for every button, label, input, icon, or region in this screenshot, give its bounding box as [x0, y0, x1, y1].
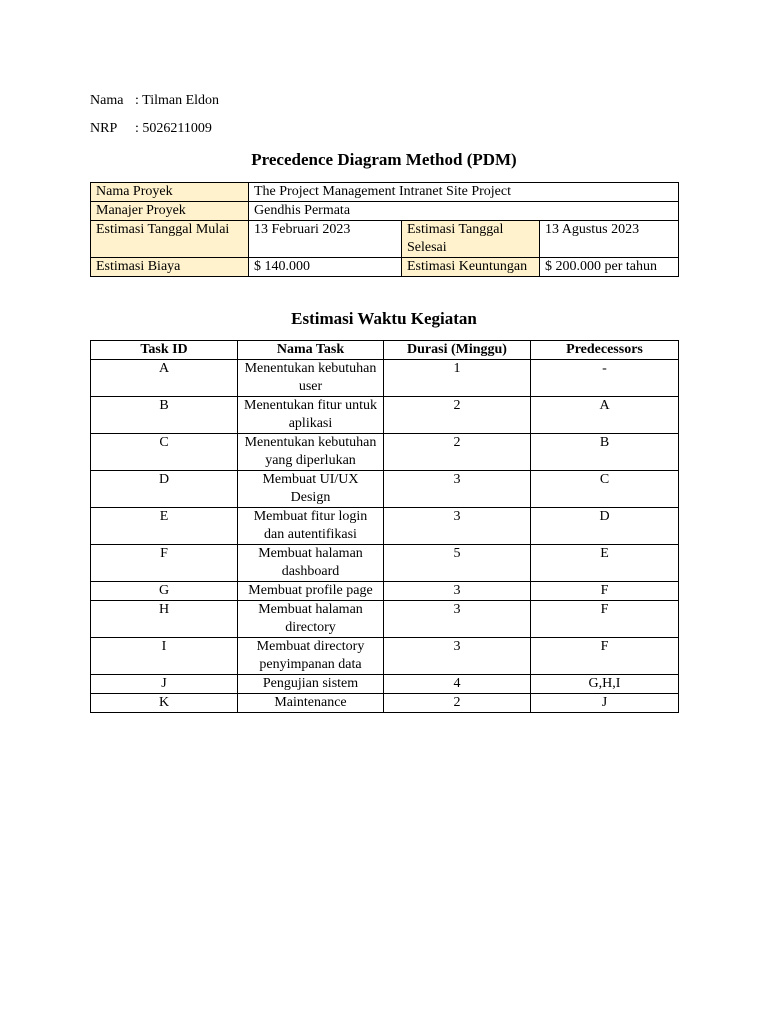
table-row [91, 582, 679, 601]
task-id-cell: C [91, 434, 238, 471]
table-row [91, 360, 679, 397]
task-name-cell: Pengujian sistem [238, 675, 384, 694]
table-row [91, 638, 679, 675]
project-row-tanggal [91, 221, 679, 258]
table-row [91, 434, 679, 471]
predecessors-cell: - [531, 360, 679, 397]
duration-cell: 3 [384, 638, 531, 675]
predecessors-cell: J [531, 694, 679, 713]
project-name-label: Nama Proyek [91, 183, 249, 202]
task-id-cell: B [91, 397, 238, 434]
name-value: : Tilman Eldon [135, 93, 220, 108]
start-date-label: Estimasi Tanggal Mulai [91, 221, 249, 258]
predecessors-cell: F [531, 601, 679, 638]
name-label: Nama [90, 93, 124, 108]
task-name-cell: Menentukan kebutuhan user [238, 360, 384, 397]
task-name-cell: Membuat UI/UX Design [238, 471, 384, 508]
task-name-cell: Menentukan kebutuhan yang diperlukan [238, 434, 384, 471]
task-table [90, 340, 679, 713]
task-name-cell: Membuat halaman directory [238, 601, 384, 638]
student-nrp-row [90, 120, 212, 138]
task-id-cell: A [91, 360, 238, 397]
task-name-cell: Membuat directory penyimpanan data [238, 638, 384, 675]
duration-cell: 3 [384, 582, 531, 601]
end-date-value: 13 Agustus 2023 [540, 221, 679, 258]
project-manager-label: Manajer Proyek [91, 202, 249, 221]
predecessors-cell: B [531, 434, 679, 471]
task-id-cell: E [91, 508, 238, 545]
task-table-header [91, 341, 679, 360]
section-title: Estimasi Waktu Kegiatan [291, 309, 477, 328]
header-duration: Durasi (Minggu) [384, 341, 531, 360]
cost-label: Estimasi Biaya [91, 258, 249, 277]
predecessors-cell: F [531, 582, 679, 601]
task-name-cell: Membuat profile page [238, 582, 384, 601]
header-predecessors: Predecessors [531, 341, 679, 360]
duration-cell: 3 [384, 601, 531, 638]
project-row-manajer [91, 202, 679, 221]
table-row [91, 508, 679, 545]
task-name-cell: Membuat fitur login dan autentifikasi [238, 508, 384, 545]
predecessors-cell: C [531, 471, 679, 508]
table-row [91, 471, 679, 508]
task-id-cell: H [91, 601, 238, 638]
predecessors-cell: G,H,I [531, 675, 679, 694]
header-task-name: Nama Task [238, 341, 384, 360]
task-id-cell: K [91, 694, 238, 713]
start-date-value: 13 Februari 2023 [249, 221, 402, 258]
table-row [91, 545, 679, 582]
project-manager-value: Gendhis Permata [249, 202, 679, 221]
duration-cell: 1 [384, 360, 531, 397]
project-row-biaya [91, 258, 679, 277]
task-id-cell: I [91, 638, 238, 675]
duration-cell: 5 [384, 545, 531, 582]
document-title: Precedence Diagram Method (PDM) [251, 150, 517, 169]
nrp-value: : 5026211009 [135, 121, 212, 136]
duration-cell: 3 [384, 471, 531, 508]
duration-cell: 4 [384, 675, 531, 694]
end-date-label: Estimasi Tanggal Selesai [402, 221, 540, 258]
predecessors-cell: A [531, 397, 679, 434]
predecessors-cell: D [531, 508, 679, 545]
table-row [91, 397, 679, 434]
cost-value: $ 140.000 [249, 258, 402, 277]
duration-cell: 2 [384, 397, 531, 434]
task-id-cell: G [91, 582, 238, 601]
duration-cell: 2 [384, 434, 531, 471]
task-id-cell: F [91, 545, 238, 582]
project-row-nama [91, 183, 679, 202]
table-row [91, 694, 679, 713]
predecessors-cell: F [531, 638, 679, 675]
profit-value: $ 200.000 per tahun [540, 258, 679, 277]
nrp-label: NRP [90, 121, 118, 136]
duration-cell: 3 [384, 508, 531, 545]
task-name-cell: Menentukan fitur untuk aplikasi [238, 397, 384, 434]
task-name-cell: Membuat halaman dashboard [238, 545, 384, 582]
predecessors-cell: E [531, 545, 679, 582]
table-row [91, 675, 679, 694]
project-name-value: The Project Management Intranet Site Project [249, 183, 679, 202]
task-id-cell: D [91, 471, 238, 508]
table-row [91, 601, 679, 638]
profit-label: Estimasi Keuntungan [402, 258, 540, 277]
duration-cell: 2 [384, 694, 531, 713]
student-name-row [90, 92, 219, 110]
task-name-cell: Maintenance [238, 694, 384, 713]
project-info-table [90, 182, 679, 277]
header-task-id: Task ID [91, 341, 238, 360]
task-id-cell: J [91, 675, 238, 694]
